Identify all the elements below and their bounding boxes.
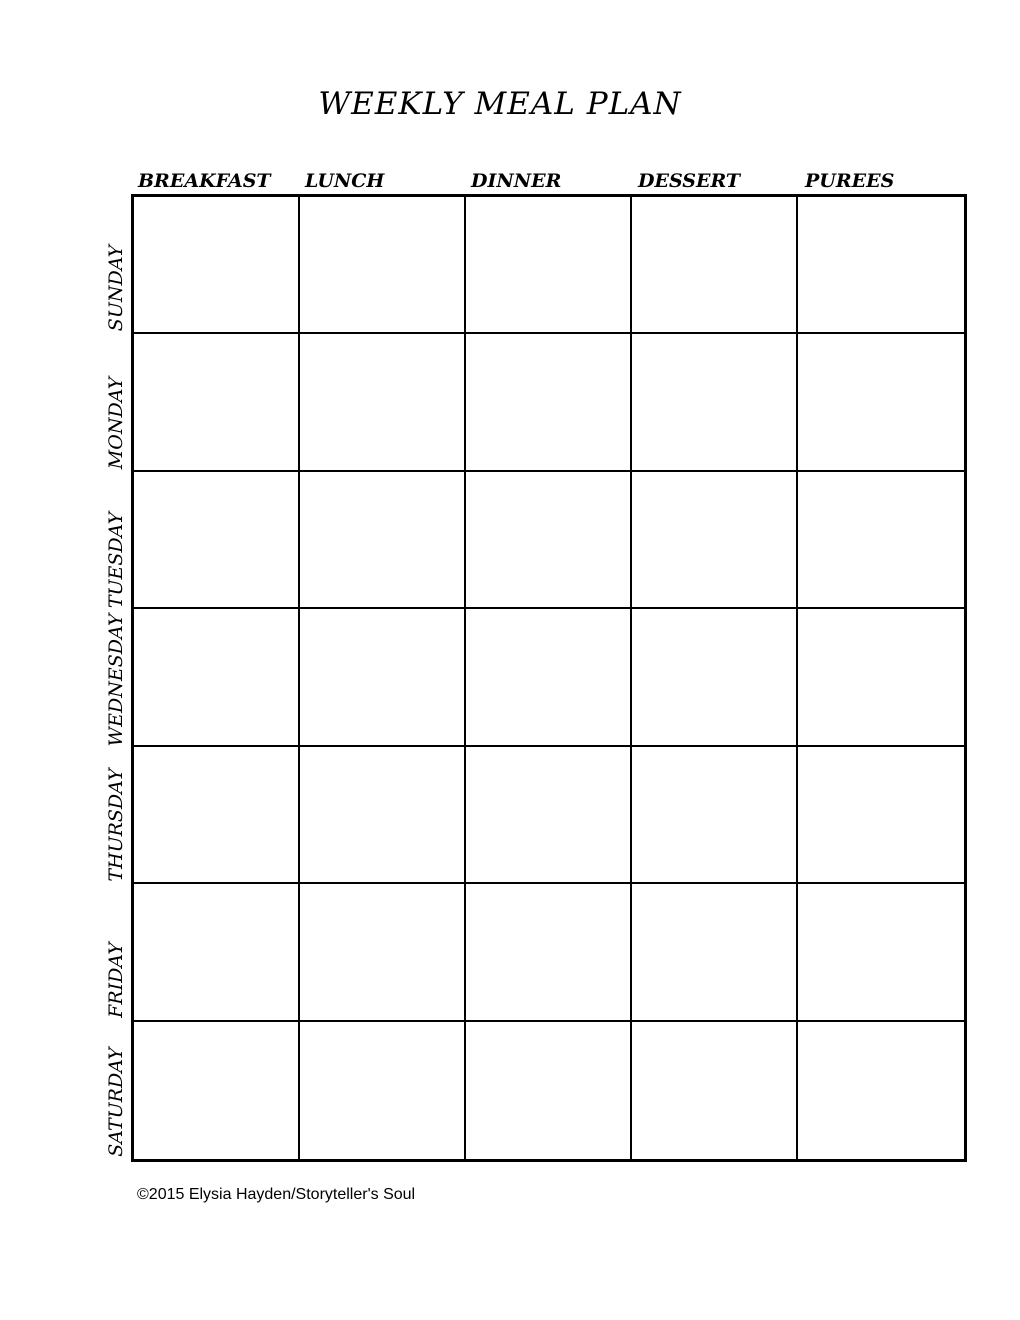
meal-cell-monday-dessert [632,334,798,471]
page-title: WEEKLY MEAL PLAN [318,86,682,122]
meal-cell-sunday-lunch [300,197,466,334]
meal-cell-saturday-dessert [632,1022,798,1159]
meal-cell-wednesday-purees [798,609,964,746]
meal-cell-sunday-dinner [466,197,632,334]
row-label-saturday: SATURDAY [105,1047,127,1157]
column-header-dinner: DINNER [471,170,562,192]
meal-cell-monday-breakfast [134,334,300,471]
meal-cell-friday-dinner [466,884,632,1021]
meal-cell-saturday-dinner [466,1022,632,1159]
row-label-sunday: SUNDAY [105,244,127,332]
meal-cell-sunday-breakfast [134,197,300,334]
meal-cell-tuesday-dinner [466,472,632,609]
meal-cell-sunday-dessert [632,197,798,334]
meal-cell-thursday-breakfast [134,747,300,884]
meal-cell-monday-purees [798,334,964,471]
meal-cell-tuesday-lunch [300,472,466,609]
meal-cell-thursday-dinner [466,747,632,884]
column-header-breakfast: BREAKFAST [138,170,271,192]
column-header-lunch: LUNCH [305,170,385,192]
column-header-purees: PUREES [805,170,895,192]
row-label-wednesday: WEDNESDAY [105,613,127,747]
row-label-friday: FRIDAY [105,942,127,1018]
meal-cell-friday-purees [798,884,964,1021]
meal-cell-friday-lunch [300,884,466,1021]
meal-cell-wednesday-breakfast [134,609,300,746]
meal-cell-wednesday-dessert [632,609,798,746]
row-label-monday: MONDAY [105,376,127,470]
meal-cell-wednesday-dinner [466,609,632,746]
row-label-thursday: THURSDAY [105,768,127,882]
meal-cell-friday-dessert [632,884,798,1021]
meal-cell-sunday-purees [798,197,964,334]
copyright-footer: ©2015 Elysia Hayden/Storyteller's Soul [137,1186,416,1203]
meal-cell-saturday-lunch [300,1022,466,1159]
meal-cell-tuesday-purees [798,472,964,609]
meal-cell-saturday-purees [798,1022,964,1159]
meal-cell-wednesday-lunch [300,609,466,746]
meal-cell-monday-lunch [300,334,466,471]
meal-cell-monday-dinner [466,334,632,471]
column-header-dessert: DESSERT [638,170,741,192]
meal-cell-thursday-lunch [300,747,466,884]
meal-cell-tuesday-breakfast [134,472,300,609]
meal-cell-thursday-dessert [632,747,798,884]
meal-cell-tuesday-dessert [632,472,798,609]
row-label-tuesday: TUESDAY [105,511,127,609]
meal-cell-friday-breakfast [134,884,300,1021]
meal-cell-saturday-breakfast [134,1022,300,1159]
meal-cell-thursday-purees [798,747,964,884]
meal-plan-grid [131,194,967,1162]
